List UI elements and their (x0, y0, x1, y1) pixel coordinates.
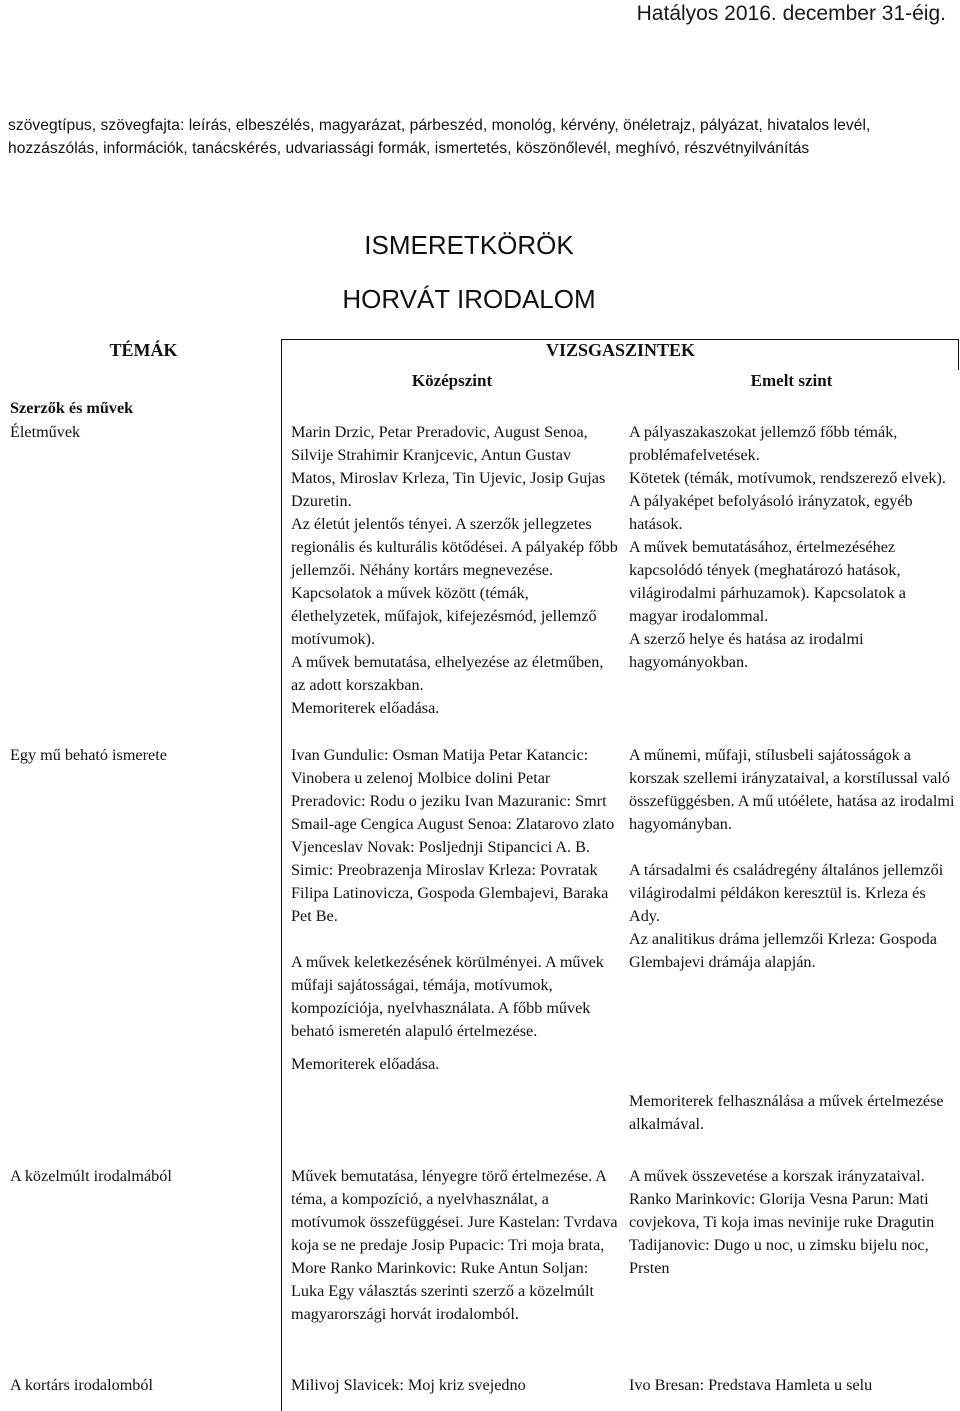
table-top-border (281, 339, 959, 340)
topic-cell: Egy mű beható ismerete (10, 746, 167, 764)
cell-paragraph: Ivan Gundulic: Osman Matija Petar Katancic: Vinobera u zelenoj Molbice dolini Petar Preradovic: Rodu o jeziku Ivan Mazuranic: Smrt Smail-age Cengica August Senoa: Zlatarovo zlato Vjenceslav Novak: Posljednji Stipancici A. B. Simic: Preobrazenja Miroslav Krleza: Povratak Filipa Latinovicza, Gospoda Glembajevi, Baraka Pet Be. (291, 746, 615, 925)
curriculum-table (6, 339, 960, 1397)
column-divider (281, 339, 282, 1411)
cell-paragraph: Memoriterek előadása. (291, 1055, 440, 1073)
cell-paragraph: Kapcsolatok a művek között (témák, élethelyzetek, műfajok, kifejezésmód, jellemző motívumok). (291, 584, 597, 648)
cell-paragraph: A pályaképet befolyásoló irányzatok, egyéb hatások. (629, 492, 913, 533)
cell-paragraph: A pályaszakaszokat jellemző főbb témák, problémafelvetések. (629, 423, 898, 464)
cell-paragraph: Az analitikus dráma jellemzői Krleza: Gospoda Glembajevi drámája alapján. (629, 930, 937, 971)
intro-paragraph: szövegtípus, szövegfajta: leírás, elbeszélés, magyarázat, párbeszéd, monológ, kérvény, önéletrajz, pályázat, hivatalos levél, hozzászólás, információk, tanácskérés, udvariassági formák, ismertetés, köszönőlevél, meghívó, részvétnyilvánítás (8, 117, 871, 157)
page-title: ISMERETKÖRÖK (364, 230, 574, 260)
advanced-level-cell (623, 421, 960, 744)
topic-cell: A kortárs irodalomból (10, 1376, 153, 1394)
topic-cell: A közelmúlt irodalmából (10, 1167, 172, 1185)
advanced-level-cell (623, 1374, 960, 1397)
mid-level-cell (281, 744, 623, 1165)
topic-cell: Életművek (10, 423, 81, 441)
cell-paragraph: A művek bemutatása, elhelyezése az életműben, az adott korszakban. (291, 653, 604, 694)
cell-paragraph: Kötetek (témák, motívumok, rendszerező elvek). (629, 469, 946, 487)
mid-level-cell (281, 421, 623, 744)
cell-paragraph: Az életút jelentős tényei. A szerzők jellegzetes regionális és kulturális kötődései. A pályakép főbb jellemzői. Néhány kortárs megnevezése. (291, 515, 618, 579)
cell-paragraph: Marin Drzic, Petar Preradovic, August Senoa, Silvije Strahimir Kranjcevic, Antun Gustav Matos, Miroslav Krleza, Tin Ujevic, Josip Gujas Dzuretin. (291, 423, 606, 510)
cell-paragraph: A műnemi, műfaji, stílusbeli sajátosságok a korszak szellemi irányzataival, a korstílussal való összefüggésben. A mű utóélete, hatása az irodalmi hagyományban. (629, 746, 955, 833)
cell-paragraph: A művek összevetése a korszak irányzataival. Ranko Marinkovic: Glorija Vesna Parun: Mati covjekova, Ti koja imas nevinije ruke Dragutin Tadijanovic: Dugo u noc, u zimsku bijelu noc, Prsten (629, 1167, 935, 1277)
cell-paragraph: A szerző helye és hatása az irodalmi hagyományokban. (629, 630, 864, 671)
mid-level-cell (281, 1374, 623, 1397)
cell-paragraph: A művek keletkezésének körülményei. A művek műfaji sajátosságai, témája, motívumok, kompozíciója, nyelvhasználata. A főbb művek beható ismeretén alapuló értelmezése. (291, 953, 604, 1040)
cell-paragraph: A művek bemutatásához, értelmezéséhez kapcsolódó tények (meghatározó hatások, világirodalmi párhuzamok). Kapcsolatok a magyar irodalommal. (629, 538, 906, 625)
advanced-level-cell (623, 744, 960, 1165)
cell-paragraph: A társadalmi és családregény általános jellemzői világirodalmi példákon keresztül is. Krleza és Ady. (629, 861, 944, 925)
page-subtitle: HORVÁT IRODALOM (342, 284, 596, 314)
cell-paragraph: Művek bemutatása, lényegre törő értelmezése. A téma, a kompozíció, a nyelvhasználat, a motívumok összefüggései. Jure Kastelan: Tvrdava koja se ne predaje Josip Pupacic: Tri moja brata, More Ranko Marinkovic: Ruke Antun Soljan: Luka Egy választás szerinti szerző a közelmúlt magyarországi horvát irodalomból. (291, 1167, 618, 1323)
validity-header: Hatályos 2016. december 31-éig. (636, 2, 946, 25)
cell-paragraph: Memoriterek előadása. (291, 699, 440, 717)
topics-header: TÉMÁK (109, 340, 178, 360)
cell-paragraph: Milivoj Slavicek: Moj kriz svejedno (291, 1376, 526, 1394)
section-heading: Szerzők és művek (10, 399, 134, 417)
cell-paragraph: Ivo Bresan: Predstava Hamleta u selu (629, 1376, 873, 1394)
advanced-level-cell (623, 1165, 960, 1374)
mid-level-cell (281, 1165, 623, 1374)
levels-header: VIZSGASZINTEK (545, 340, 696, 360)
advanced-level-header: Emelt szint (750, 371, 833, 390)
cell-paragraph: Memoriterek felhasználása a művek értelmezése alkalmával. (629, 1092, 944, 1133)
table-right-border (958, 339, 959, 370)
mid-level-header: Középszint (411, 371, 493, 390)
